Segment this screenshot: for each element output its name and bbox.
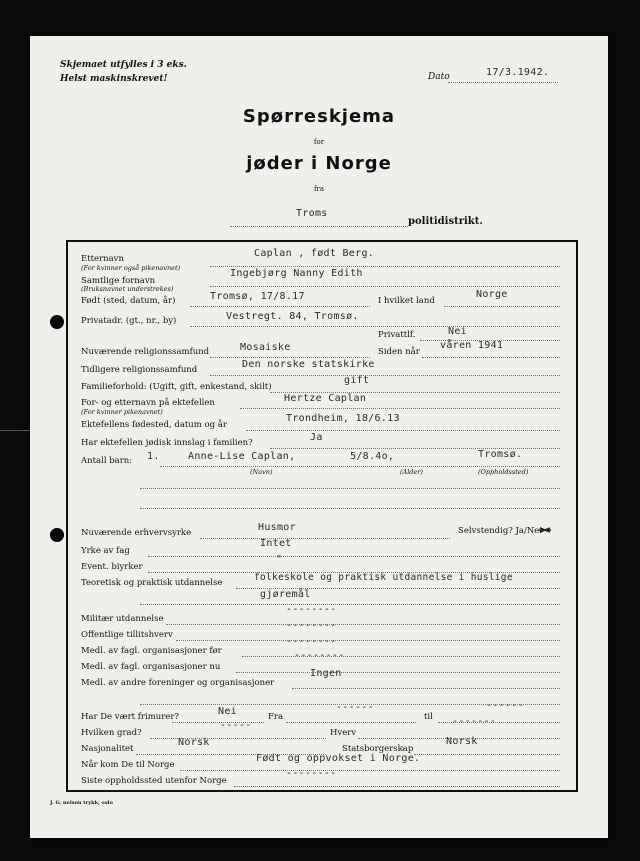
label-fodt: Født (sted, datum, år) [81,296,176,306]
label-ektefelle-navn: For- og etternavn på ektefellen [81,398,215,408]
district-label: politidistrikt. [408,216,483,227]
label-tillit: Offentlige tillitshverv [81,630,173,640]
date-value: 17/3.1942. [486,67,550,78]
value-utdannelse-2: gjøremål [260,589,311,600]
label-siden-nar: Siden når [378,347,420,357]
value-org-for: -------- [286,636,337,647]
sub-barn-opphold: (Oppholdssted) [478,468,529,476]
value-religion: Mosaiske [240,342,291,353]
sub-barn-alder: (Alder) [400,468,423,476]
label-tidligere-religion: Tidligere religionssamfund [81,365,198,375]
sub-barn-navn: (Navn) [250,468,273,476]
label-fra: Fra [268,712,284,722]
label-land: I hvilket land [378,296,435,306]
printer-credit: J. G. nelson trykk, oslo [50,800,113,806]
punch-hole [50,528,64,542]
value-grad: ----- [220,720,252,731]
value-land: Norge [476,289,508,300]
label-grad: Hvilken grad? [81,728,142,738]
value-utdannelse: folkeskole og praktisk utdannelse i huslige [254,572,513,583]
sub-fornavn: (Bruksnavnet understrekes) [81,285,174,293]
form-title: Spørreskjema [242,106,396,127]
label-barn: Antall barn: [81,456,133,466]
value-tidligere-religion: Den norske statskirke [242,359,375,370]
label-religion: Nuværende religionssamfund [81,347,210,357]
district-value: Troms [296,208,328,219]
value-privattlf: Nei [448,326,467,337]
date-label: Dato [428,72,450,82]
label-foreninger: Medl. av andre foreninger og organisasjoner [81,678,275,688]
value-fra: ------ [336,702,374,713]
sub-ektefelle-navn: (For kvinner pikenavnet) [81,408,163,416]
label-selvstendig: Selvstendig? Ja/Nei [458,526,543,536]
label-yrke: Yrke av fag [81,546,130,556]
label-org-nu: Medl. av fagl. organisasjoner nu [81,662,221,672]
label-nasjonalitet: Nasjonalitet [81,744,134,754]
value-til: ------ [486,700,524,711]
label-privatadr: Privatadr. (gt., nr., by) [81,316,177,326]
fold-line [0,430,30,431]
label-hverv: Hverv [330,728,357,738]
title-fra: fra [313,185,325,193]
value-statsborger: Norsk [446,736,478,747]
value-jodisk-innslag: Ja [310,432,323,443]
value-barn-name: Anne-Lise Caplan, [188,451,296,462]
form-subtitle: jøder i Norge [246,153,392,174]
label-frimurer: Har De vært frimurer? [81,712,179,722]
value-fornavn: Ingebjørg Nanny Edith [230,268,363,279]
value-barn-age: 5/8.4o, [350,451,395,462]
value-biyrker: " [276,554,283,565]
value-frimurer: Nei [218,706,237,717]
value-tillit: -------- [286,620,337,631]
label-til: til [424,712,433,722]
value-etternavn: Caplan , født Berg. [254,248,375,259]
value-fodt: Tromsø, 17/8.17 [210,291,305,302]
value-barn-place: Tromsø. [478,449,523,460]
label-siste-opphold: Siste oppholdssted utenfor Norge [81,776,227,786]
title-for: for [313,138,325,146]
instruction-note: Skjemaet utfylles i 3 eks. [60,60,187,70]
value-nar-kom: Født og oppvokset i Norge. [256,753,421,764]
value-siden-nar: våren 1941 [440,340,504,351]
value-yrke: Intet [260,538,292,549]
label-erhverv: Nuværende erhvervsyrke [81,528,192,538]
label-jodisk-innslag: Har ektefellen jødisk innslag i familien? [81,438,253,448]
label-utdannelse: Teoretisk og praktisk utdannelse [81,578,223,588]
label-fornavn: Samtlige fornavn [81,276,156,286]
label-militaer: Militær utdannelse [81,614,164,624]
strike-mark-icon [538,524,552,536]
label-org-for: Medl. av fagl. organisasjoner før [81,646,222,656]
label-ektefelle-fodt: Ektefellens fødested, datum og år [81,420,227,430]
value-ektefelle-navn: Hertze Caplan [284,393,367,404]
value-privatadr: Vestregt. 84, Tromsø. [226,311,359,322]
label-biyrker: Event. biyrker [81,562,143,572]
value-erhverv: Husmor [258,522,296,533]
sub-etternavn: (For kvinner også pikenavnet) [81,264,181,272]
value-foreninger: Ingen [310,668,342,679]
value-org-nu: -------- [294,650,345,661]
label-privattlf: Privattlf. [378,330,416,340]
value-nasjonalitet: Norsk [178,737,210,748]
instruction-note-typed: Helst maskinskrevet! [60,74,168,84]
label-familieforhold: Familieforhold: (Ugift, gift, enkestand, skilt) [81,382,272,392]
value-siste-opphold: -------- [286,768,337,779]
label-statsborger: Statsborgerskap [342,744,414,754]
label-nar-kom: Når kom De til Norge [81,760,175,770]
form-sheet [30,36,608,838]
punch-hole [50,315,64,329]
value-familieforhold: gift [344,375,370,386]
value-barn-count: 1. [147,451,160,462]
label-etternavn: Etternavn [81,254,124,264]
value-ektefelle-fodt: Trondheim, 18/6.13 [286,413,400,424]
value-militaer: -------- [286,604,337,615]
value-hverv: ------- [452,716,497,727]
